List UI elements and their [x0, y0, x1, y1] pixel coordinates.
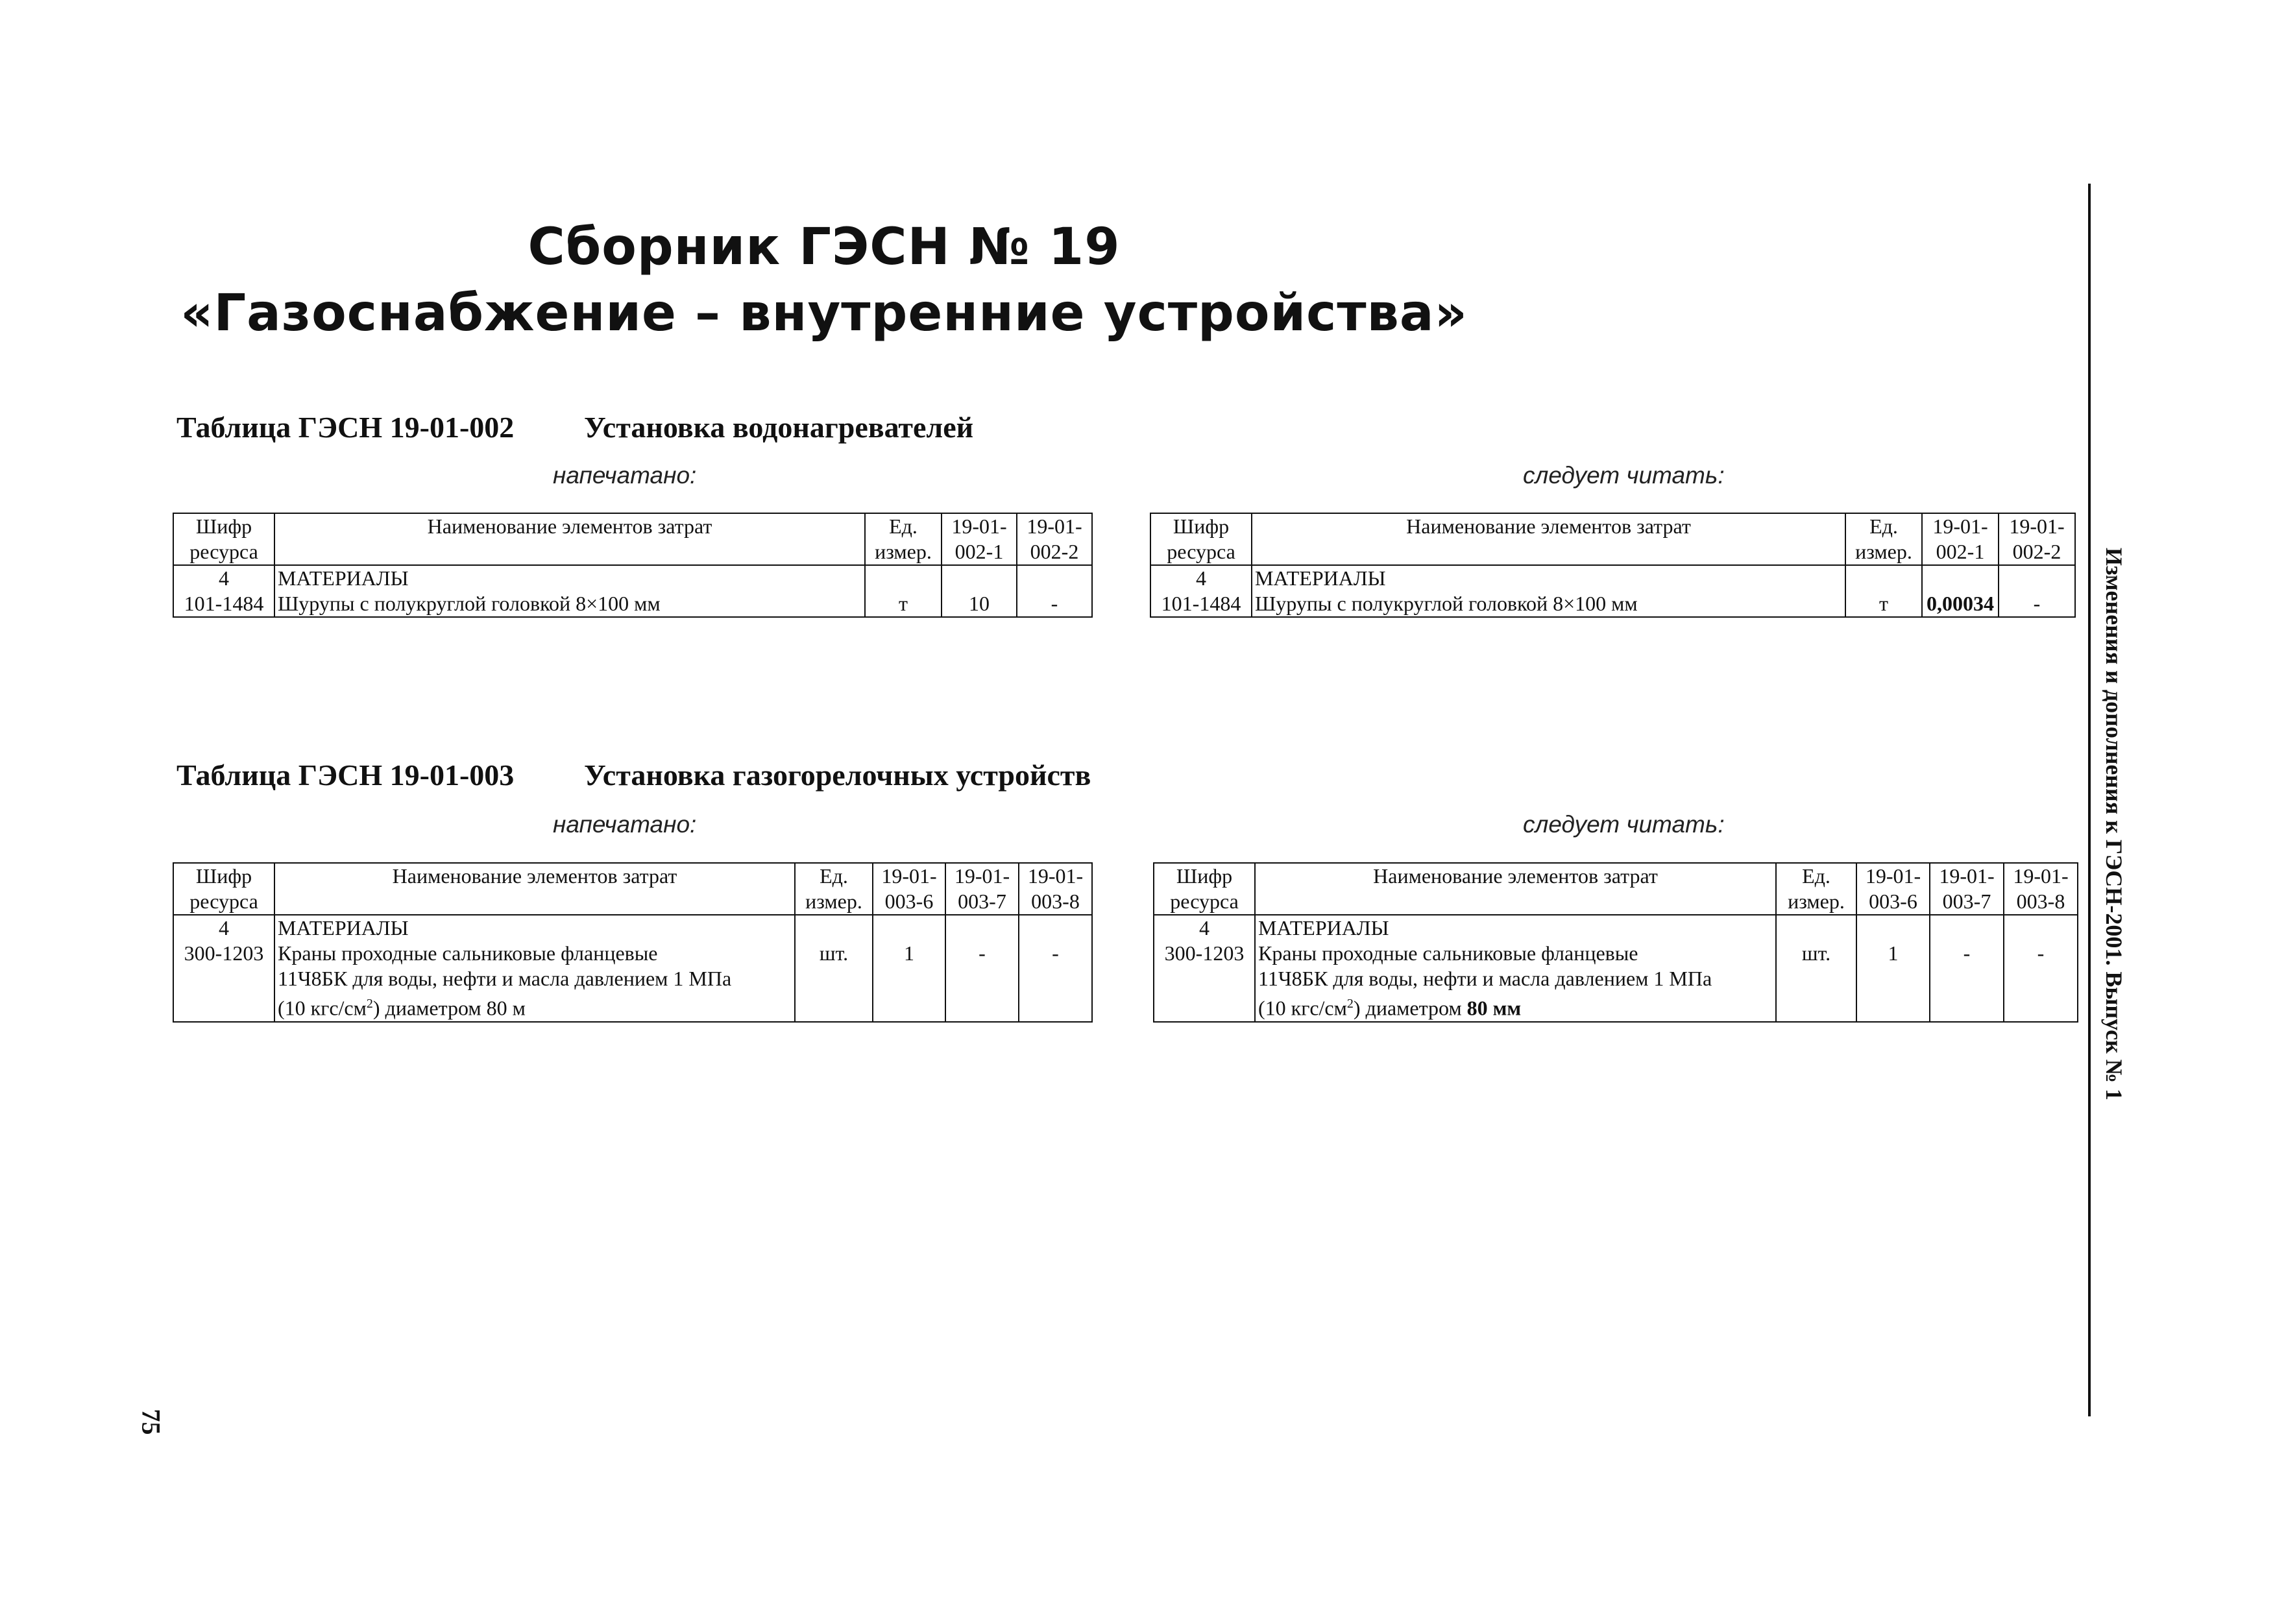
col-header: Наименование элементов затрат: [274, 513, 865, 565]
table-header-row: [1150, 513, 2075, 565]
title-line-1: Сборник ГЭСН № 19: [528, 218, 1121, 276]
side-caption-text: Изменения и дополнения к ГЭСН-2001. Выпуск № 1: [2101, 548, 2127, 1100]
col-header: 19-01-002-1: [942, 513, 1017, 565]
value: -: [1017, 565, 1092, 617]
col-header: 19-01-003-8: [1019, 863, 1092, 915]
col-header: 19-01-002-1: [1922, 513, 1999, 565]
value: 0,00034: [1922, 565, 1999, 617]
value: -: [2004, 915, 2078, 1022]
section-2-corrected-label: следует читать:: [1523, 811, 1725, 838]
item-name: МАТЕРИАЛЫ Краны проходные сальниковые фланцевые 11Ч8БК для воды, нефти и масла давлением 1 МПа (10 кгс/$см^2$) диаметром 80 м: [274, 915, 795, 1022]
col-header: 19-01-003-8: [2004, 863, 2078, 915]
section-2-code: Таблица ГЭСН 19-01-003: [176, 758, 515, 792]
col-header: 19-01-003-6: [1856, 863, 1930, 915]
group-code: 4 300-1203: [1154, 915, 1255, 1022]
col-header: Шифр ресурса: [1150, 513, 1252, 565]
table-header-row: [173, 513, 1092, 565]
col-header: Ед. измер.: [865, 513, 942, 565]
section-2-printed-label: напечатано:: [553, 811, 697, 838]
item-name: МАТЕРИАЛЫ Шурупы с полукруглой головкой 8×100 мм: [274, 565, 865, 617]
section-1-printed-table: [173, 513, 1093, 618]
col-header: 19-01-002-2: [1017, 513, 1092, 565]
col-header: 19-01-003-6: [873, 863, 945, 915]
col-header: 19-01-003-7: [945, 863, 1019, 915]
section-1-printed-label: напечатано:: [553, 462, 697, 489]
collection-title: [0, 214, 1648, 346]
margin-rule: [2088, 184, 2091, 1416]
col-header: 19-01-003-7: [1930, 863, 2004, 915]
group-code: 4 101-1484: [1150, 565, 1252, 617]
col-header: Шифр ресурса: [173, 513, 274, 565]
section-2-name: Установка газогорелочных устройств: [584, 758, 1091, 792]
table-row: [1150, 565, 2075, 617]
value: 1: [873, 915, 945, 1022]
section-1-code: Таблица ГЭСН 19-01-002: [176, 411, 515, 444]
unit: шт.: [1776, 915, 1856, 1022]
section-1-corrected-table: [1150, 513, 2076, 618]
value: -: [1930, 915, 2004, 1022]
col-header: Наименование элементов затрат: [1255, 863, 1776, 915]
group-code: 4 300-1203: [173, 915, 274, 1022]
table-row: [173, 565, 1092, 617]
value: -: [1999, 565, 2075, 617]
col-header: Ед. измер.: [795, 863, 873, 915]
unit: т: [865, 565, 942, 617]
col-header: Шифр ресурса: [173, 863, 274, 915]
col-header: Наименование элементов затрат: [1252, 513, 1845, 565]
section-2-heading: [176, 758, 1091, 792]
col-header: Ед. измер.: [1845, 513, 1922, 565]
table-header-row: [1154, 863, 2078, 915]
col-header: Ед. измер.: [1776, 863, 1856, 915]
group-code: 4 101-1484: [173, 565, 274, 617]
item-name: МАТЕРИАЛЫ Краны проходные сальниковые фланцевые 11Ч8БК для воды, нефти и масла давлением 1 МПа (10 кгс/$см^2$) диаметром 80 мм: [1255, 915, 1776, 1022]
section-2-printed-table: [173, 862, 1093, 1023]
col-header: Шифр ресурса: [1154, 863, 1255, 915]
section-1-name: Установка водонагревателей: [584, 411, 974, 444]
col-header: Наименование элементов затрат: [274, 863, 795, 915]
value: 1: [1856, 915, 1930, 1022]
item-name: МАТЕРИАЛЫ Шурупы с полукруглой головкой 8×100 мм: [1252, 565, 1845, 617]
section-1-corrected-label: следует читать:: [1523, 462, 1725, 489]
table-row: [1154, 915, 2078, 1022]
value: 10: [942, 565, 1017, 617]
table-row: [173, 915, 1092, 1022]
title-line-2: «Газоснабжение – внутренние устройства»: [180, 284, 1468, 343]
section-1-heading: [176, 410, 974, 444]
table-header-row: [173, 863, 1092, 915]
value: -: [945, 915, 1019, 1022]
unit: т: [1845, 565, 1922, 617]
page-number: 75: [136, 1409, 166, 1435]
col-header: 19-01-002-2: [1999, 513, 2075, 565]
value: -: [1019, 915, 1092, 1022]
section-2-corrected-table: [1153, 862, 2078, 1023]
unit: шт.: [795, 915, 873, 1022]
